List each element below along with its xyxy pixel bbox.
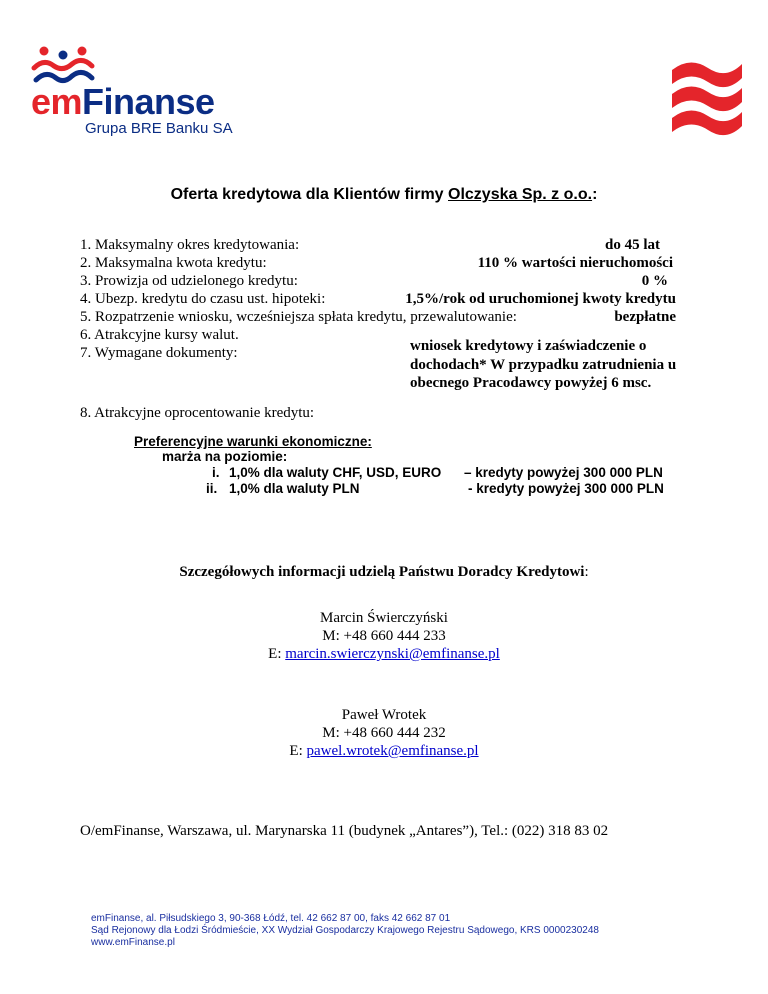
advisor-2-email-line: E: pawel.wrotek@emfinanse.pl [289,743,479,759]
item-4-label: 4. Ubezp. kredytu do czasu ust. hipoteki: [80,291,326,307]
advisor-2-phone: M: +48 660 444 232 [322,725,446,741]
logo-subtitle: Grupa BRE Banku SA [85,120,233,137]
item-3-value: 0 % [641,273,668,289]
advisor-1-phone: M: +48 660 444 233 [322,628,446,644]
item-7-label: 7. Wymagane dokumenty: [80,345,238,361]
item-1-label: 1. Maksymalny okres kredytowania: [80,237,300,253]
option-2-text: 1,0% dla waluty PLN [229,481,360,496]
contact-intro: Szczegółowych informacji udzielą Państwu Doradcy Kredytowi: [179,564,589,580]
page-footer [91,913,599,949]
footer-website: www.emFinanse.pl [91,937,175,948]
option-2-num: ii. [206,481,218,496]
logo-wordmark: emFinanse [31,81,215,122]
item-5-label: 5. Rozpatrzenie wniosku, wcześniejsza spłata kredytu, przewalutowanie: [80,309,517,325]
option-1-note: – kredyty powyżej 300 000 PLN [464,465,663,480]
item-8-label: 8. Atrakcyjne oprocentowanie kredytu: [80,405,315,421]
item-7-value: wniosek kredytowy i zaświadczenie o dochodach* W przypadku zatrudnienia u obecnego Pracodawcy powyżej 6 msc. [410,338,677,391]
page-title: Oferta kredytowa dla Klientów firmy Olczyska Sp. z o.o.: [170,186,598,203]
option-2-note: - kredyty powyżej 300 000 PLN [468,481,664,496]
footer-line-2: Sąd Rejonowy dla Łodzi Śródmieście, XX Wydział Gospodarczy Krajowego Rejestru Sądowego, KRS 0000230248 [91,925,599,936]
office-address: O/emFinanse, Warszawa, ul. Marynarska 11 (budynek „Antares”), Tel.: (022) 318 83 02 [80,823,609,839]
item-3-label: 3. Prowizja od udzielonego kredytu: [80,273,298,289]
advisor-1-email-link[interactable]: marcin.swierczynski@emfinanse.pl [285,646,500,662]
company-name: Olczyska Sp. z o.o. [448,186,593,203]
item-4-value: 1,5%/rok od uruchomionej kwoty kredytu [405,291,676,307]
preferential-heading: Preferencyjne warunki ekonomiczne: [134,434,372,449]
advisor-2-name: Paweł Wrotek [341,707,427,723]
option-1-num: i. [212,465,220,480]
advisor-2-email-link[interactable]: pawel.wrotek@emfinanse.pl [306,743,479,759]
red-waves-emblem-icon [670,58,744,140]
item-1-value: do 45 lat [604,237,660,253]
option-1-text: 1,0% dla waluty CHF, USD, EURO [229,465,442,480]
item-6-label: 6. Atrakcyjne kursy walut. [80,327,239,343]
item-5-value: bezpłatne [614,309,676,325]
advisor-1-name: Marcin Świerczyński [320,610,448,626]
margin-label: marża na poziomie: [162,449,288,464]
footer-line-1: emFinanse, al. Piłsudskiego 3, 90-368 Łódź, tel. 42 662 87 00, faks 42 662 87 01 [91,913,451,924]
item-2-label: 2. Maksymalna kwota kredytu: [80,255,267,271]
item-2-value: 110 % wartości nieruchomości [477,255,673,271]
emfinanse-logo-icon [30,44,100,86]
advisor-1-email-line: E: marcin.swierczynski@emfinanse.pl [268,646,500,662]
